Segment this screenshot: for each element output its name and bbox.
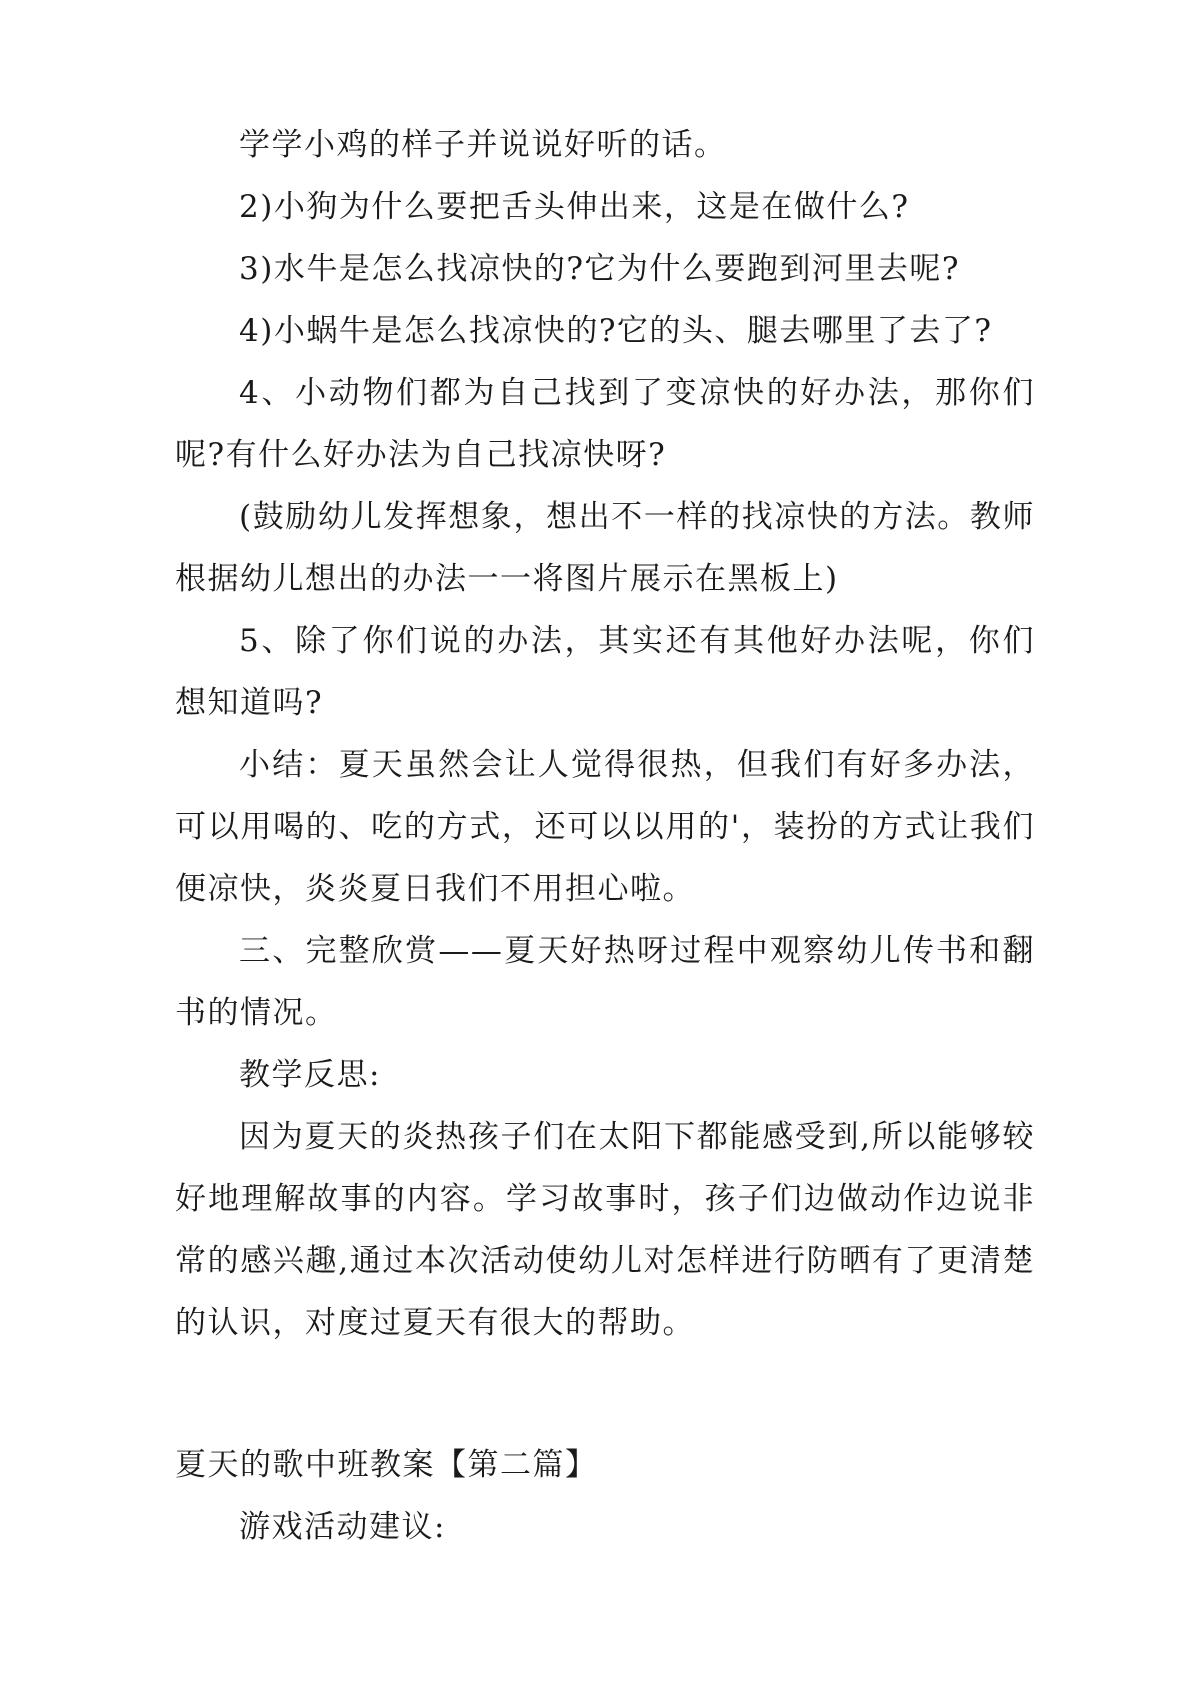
paragraph-9: 三、完整欣赏——夏天好热呀过程中观察幼儿传书和翻书的情况。 [175,933,1035,1031]
document-body [175,114,1035,1558]
paragraph-3: 3)水牛是怎么找凉快的?它为什么要跑到河里去呢? [239,251,961,287]
paragraph-6: (鼓励幼儿发挥想象，想出不一样的找凉快的方法。教师根据幼儿想出的办法一一将图片展示在黑板上) [175,499,1035,597]
paragraph-2: 2)小狗为什么要把舌头伸出来，这是在做什么? [239,189,910,225]
paragraph-5: 4、小动物们都为自己找到了变凉快的好办法，那你们呢?有什么好办法为自己找凉快呀? [175,375,1035,473]
paragraph-8: 小结：夏天虽然会让人觉得很热，但我们有好多办法，可以用喝的、吃的方式，还可以以用的'，装扮的方式让我们便凉快，炎炎夏日我们不用担心啦。 [175,747,1035,907]
paragraph-4: 4)小蜗牛是怎么找凉快的?它的头、腿去哪里了去了? [239,313,993,349]
paragraph-1: 学学小鸡的样子并说说好听的话。 [239,127,727,163]
section-heading: 夏天的歌中班教案【第二篇】 [175,1447,598,1483]
paragraph-10: 教学反思: [239,1057,381,1093]
paragraph-11: 因为夏天的炎热孩子们在太阳下都能感受到,所以能够较好地理解故事的内容。学习故事时，孩子们边做动作边说非常的感兴趣,通过本次活动使幼儿对怎样进行防晒有了更清楚的认识，对度过夏天有很大的帮助。 [175,1119,1035,1341]
paragraph-12: 游戏活动建议: [239,1509,446,1545]
paragraph-7: 5、除了你们说的办法，其实还有其他好办法呢，你们想知道吗? [175,623,1035,721]
